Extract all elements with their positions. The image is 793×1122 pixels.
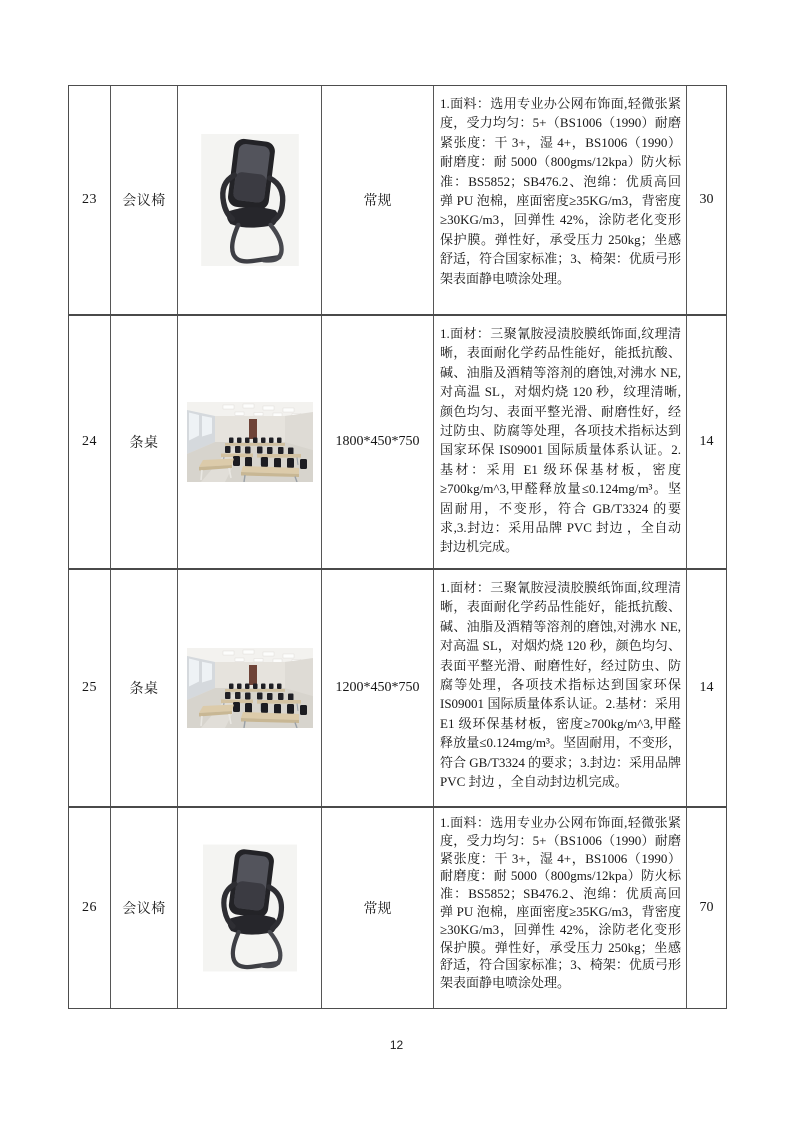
conference-chair-photo bbox=[203, 844, 297, 972]
item-photo-cell bbox=[178, 316, 322, 568]
row-number-cell: 26 bbox=[69, 808, 111, 1008]
spec-cell: 常规 bbox=[322, 808, 434, 1008]
item-photo-cell bbox=[178, 808, 322, 1008]
description-cell: 1.面材：三聚氰胺浸渍胶膜纸饰面,纹理清晰，表面耐化学药品性能好，能抵抗酸、碱、油脂及酒精等溶剂的磨蚀,对沸水 NE,对高温 SL，对烟灼烧 120 秒，纹理清晰,颜色均匀、表面平整光滑、耐磨性好，经过防虫、防腐等处理，各项技术指标达到国家环保 IS09001 国际质量体系认证。2.基材：采用 E1 级环保基材板，密度≥700kg/m^3,甲醛释放量≤0.124mg/m³。坚固耐用，不变形，符合 GB/T3324 的要求,3.封边：采用品牌 PVC 封边 ，全自动封边机完成。 bbox=[434, 316, 687, 568]
quantity-cell: 30 bbox=[699, 192, 714, 207]
classroom-tables-photo bbox=[187, 402, 313, 482]
row-number-cell: 23 bbox=[69, 86, 111, 314]
quantity-cell: 14 bbox=[699, 434, 714, 449]
spec-cell: 常规 bbox=[322, 86, 434, 314]
spec-cell: 1200*450*750 bbox=[322, 570, 434, 806]
description-cell: 1.面材：三聚氰胺浸渍胶膜纸饰面,纹理清晰，表面耐化学药品性能好，能抵抗酸、碱、油脂及酒精等溶剂的磨蚀,对沸水 NE,对高温 SL，对烟灼烧 120 秒，颜色均匀、表面平整光滑、耐磨性好，经过防虫、防腐等处理，各项技术指标达到国家环保 IS09001 国际质量体系认证。2.基材：采用 E1 级环保基材板，密度≥700kg/m^3,甲醛释放量≤0.124mg/m³。坚固耐用，不变形，符合 GB/T3324 的要求；3.封边：采用品牌 PVC 封边 ，全自动封边机完成。 bbox=[434, 570, 687, 806]
item-photo-cell bbox=[178, 86, 322, 314]
table-row bbox=[69, 568, 726, 806]
product-spec-table bbox=[68, 85, 727, 1009]
table-row bbox=[69, 314, 726, 568]
description-cell: 1.面料：选用专业办公网布饰面,轻微张紧度，受力均匀：5+（BS1006（1990）耐磨紧张度：干 3+，湿 4+，BS1006（1990）耐磨度：耐 5000（800gms/12kpa）防火标准：BS5852；SB476.2、泡绵：优质高回弹 PU 泡棉，座面密度≥35KG/m3，背密度≥30KG/m3，回弹性 42%，涂防老化变形保护膜。弹性好，承受压力 250kg；坐感舒适，符合国家标准；3、椅架：优质弓形架表面静电喷涂处理。 bbox=[434, 86, 687, 314]
description-cell: 1.面料：选用专业办公网布饰面,轻微张紧度，受力均匀：5+（BS1006（1990）耐磨紧张度：干 3+，湿 4+，BS1006（1990）耐磨度：耐 5000（800gms/12kpa）防火标准：BS5852；SB476.2、泡绵：优质高回弹 PU 泡棉，座面密度≥35KG/m3，背密度≥30KG/m3，回弹性 42%，涂防老化变形保护膜。弹性好，承受压力 250kg；坐感舒适，符合国家标准；3、椅架：优质弓形架表面静电喷涂处理。 bbox=[434, 808, 687, 1008]
row-number-cell: 25 bbox=[69, 570, 111, 806]
spec-cell: 1800*450*750 bbox=[322, 316, 434, 568]
table-row bbox=[69, 806, 726, 1008]
item-name-cell: 会议椅 bbox=[111, 808, 178, 1008]
quantity-cell: 14 bbox=[699, 680, 714, 695]
item-name-cell: 会议椅 bbox=[111, 86, 178, 314]
quantity-cell: 70 bbox=[699, 900, 714, 915]
page-number: 12 bbox=[389, 1038, 404, 1052]
table-row bbox=[69, 86, 726, 314]
classroom-tables-photo bbox=[187, 648, 313, 728]
item-name-cell: 条桌 bbox=[111, 316, 178, 568]
item-photo-cell bbox=[178, 570, 322, 806]
row-number-cell: 24 bbox=[69, 316, 111, 568]
conference-chair-photo bbox=[201, 134, 299, 266]
item-name-cell: 条桌 bbox=[111, 570, 178, 806]
